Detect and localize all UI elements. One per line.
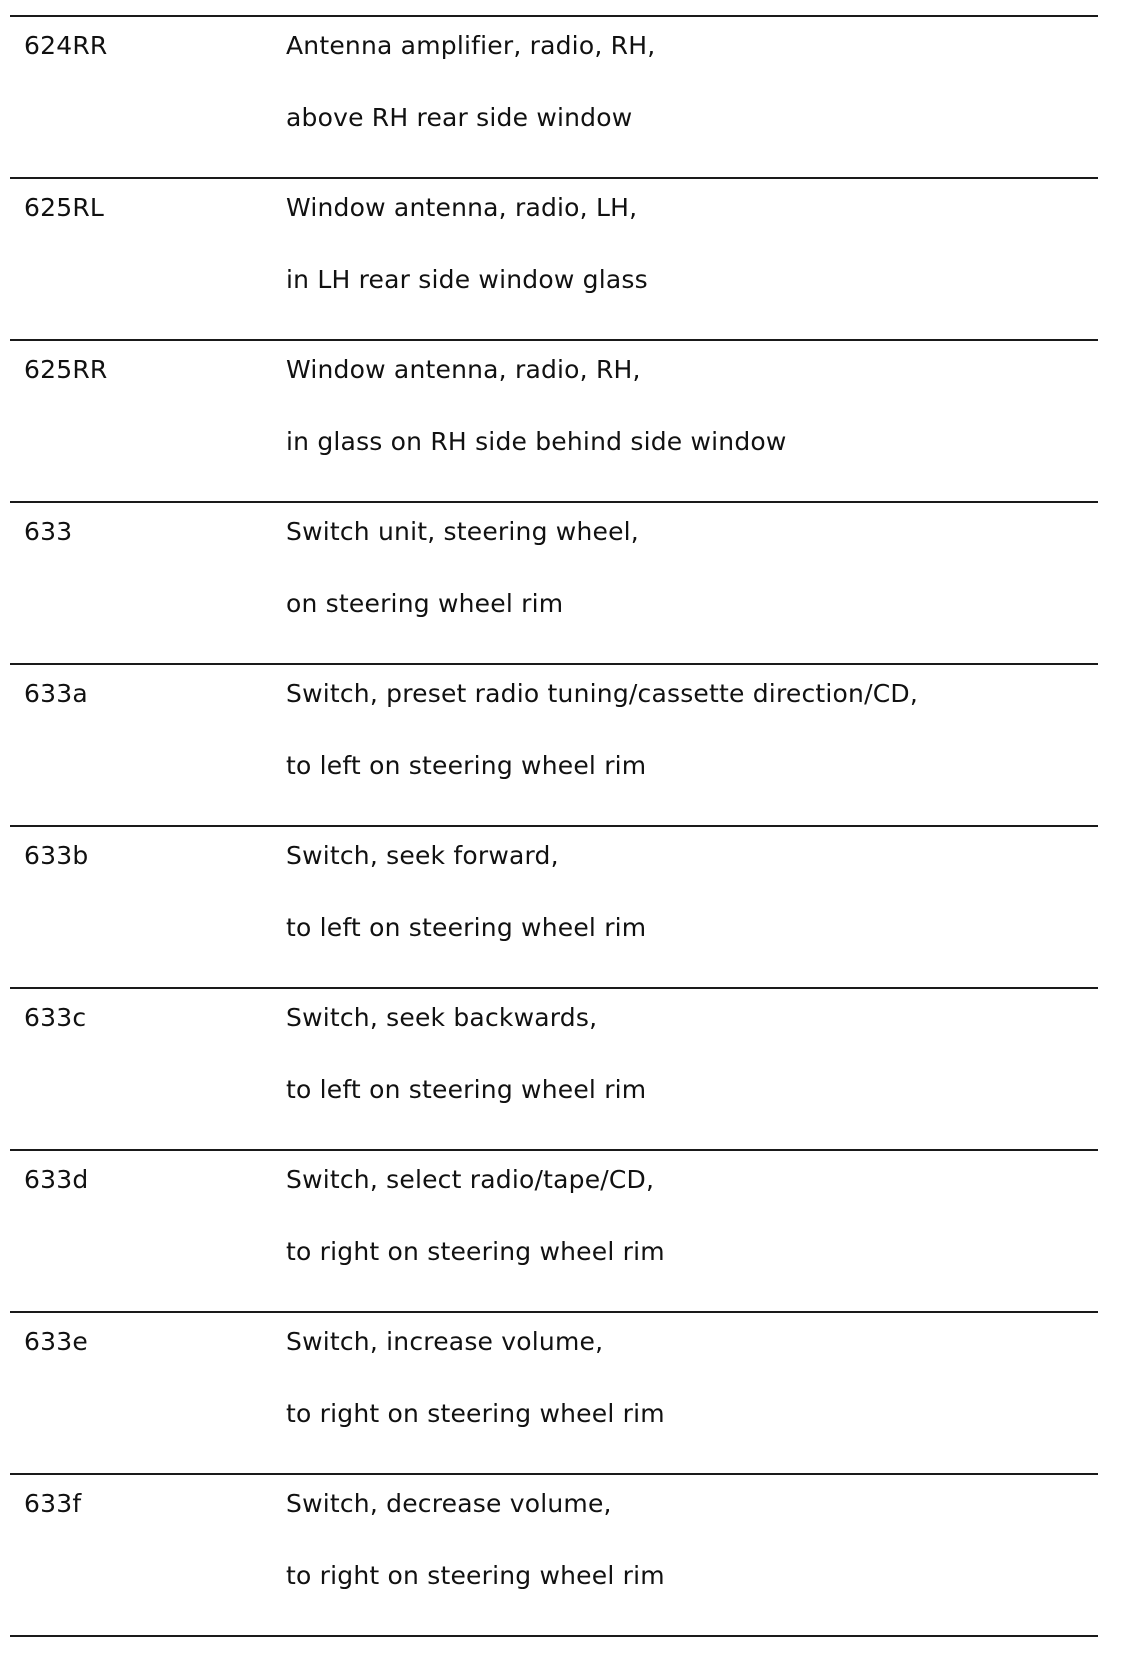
table-row: [10, 663, 1098, 825]
description-line-2: to right on steering wheel rim: [286, 1399, 665, 1428]
component-description: [286, 1489, 665, 1591]
table-row: [10, 1473, 1098, 1635]
description-line-1: Switch unit, steering wheel,: [286, 517, 639, 546]
table-row: [10, 987, 1098, 1149]
description-line-1: Window antenna, radio, RH,: [286, 355, 641, 384]
component-code: 625RL: [24, 193, 105, 222]
component-description: [286, 31, 655, 133]
component-code: 633c: [24, 1003, 87, 1032]
description-line-2: in glass on RH side behind side window: [286, 427, 787, 456]
description-line-2: to left on steering wheel rim: [286, 1075, 647, 1104]
description-line-1: Switch, select radio/tape/CD,: [286, 1165, 655, 1194]
table-row: [10, 15, 1098, 177]
component-description: [286, 1165, 665, 1267]
component-description: [286, 355, 787, 457]
description-line-2: above RH rear side window: [286, 103, 633, 132]
description-line-1: Switch, decrease volume,: [286, 1489, 612, 1518]
component-code: 633f: [24, 1489, 82, 1518]
table-row: [10, 1311, 1098, 1473]
table-row: [10, 1149, 1098, 1311]
component-code: 633d: [24, 1165, 89, 1194]
description-line-1: Switch, seek forward,: [286, 841, 559, 870]
component-description: [286, 679, 918, 781]
component-description: [286, 841, 646, 943]
component-code: 633e: [24, 1327, 88, 1356]
component-description: [286, 1327, 665, 1429]
description-line-1: Switch, increase volume,: [286, 1327, 604, 1356]
component-code: 633a: [24, 679, 88, 708]
component-description: [286, 517, 639, 619]
table-bottom-rule: [10, 1635, 1098, 1637]
component-table: [10, 15, 1098, 1637]
description-line-2: on steering wheel rim: [286, 589, 564, 618]
description-line-1: Window antenna, radio, LH,: [286, 193, 638, 222]
table-row: [10, 339, 1098, 501]
description-line-2: to right on steering wheel rim: [286, 1237, 665, 1266]
description-line-2: to left on steering wheel rim: [286, 751, 647, 780]
component-code: 625RR: [24, 355, 108, 384]
description-line-2: to left on steering wheel rim: [286, 913, 647, 942]
component-code: 624RR: [24, 31, 108, 60]
component-description: [286, 193, 648, 295]
table-row: [10, 501, 1098, 663]
description-line-1: Switch, seek backwards,: [286, 1003, 598, 1032]
component-code: 633b: [24, 841, 89, 870]
table-row: [10, 825, 1098, 987]
component-code: 633: [24, 517, 73, 546]
description-line-1: Antenna amplifier, radio, RH,: [286, 31, 656, 60]
description-line-2: in LH rear side window glass: [286, 265, 648, 294]
component-description: [286, 1003, 646, 1105]
description-line-2: to right on steering wheel rim: [286, 1561, 665, 1590]
table-row: [10, 177, 1098, 339]
description-line-1: Switch, preset radio tuning/cassette direction/CD,: [286, 679, 918, 708]
